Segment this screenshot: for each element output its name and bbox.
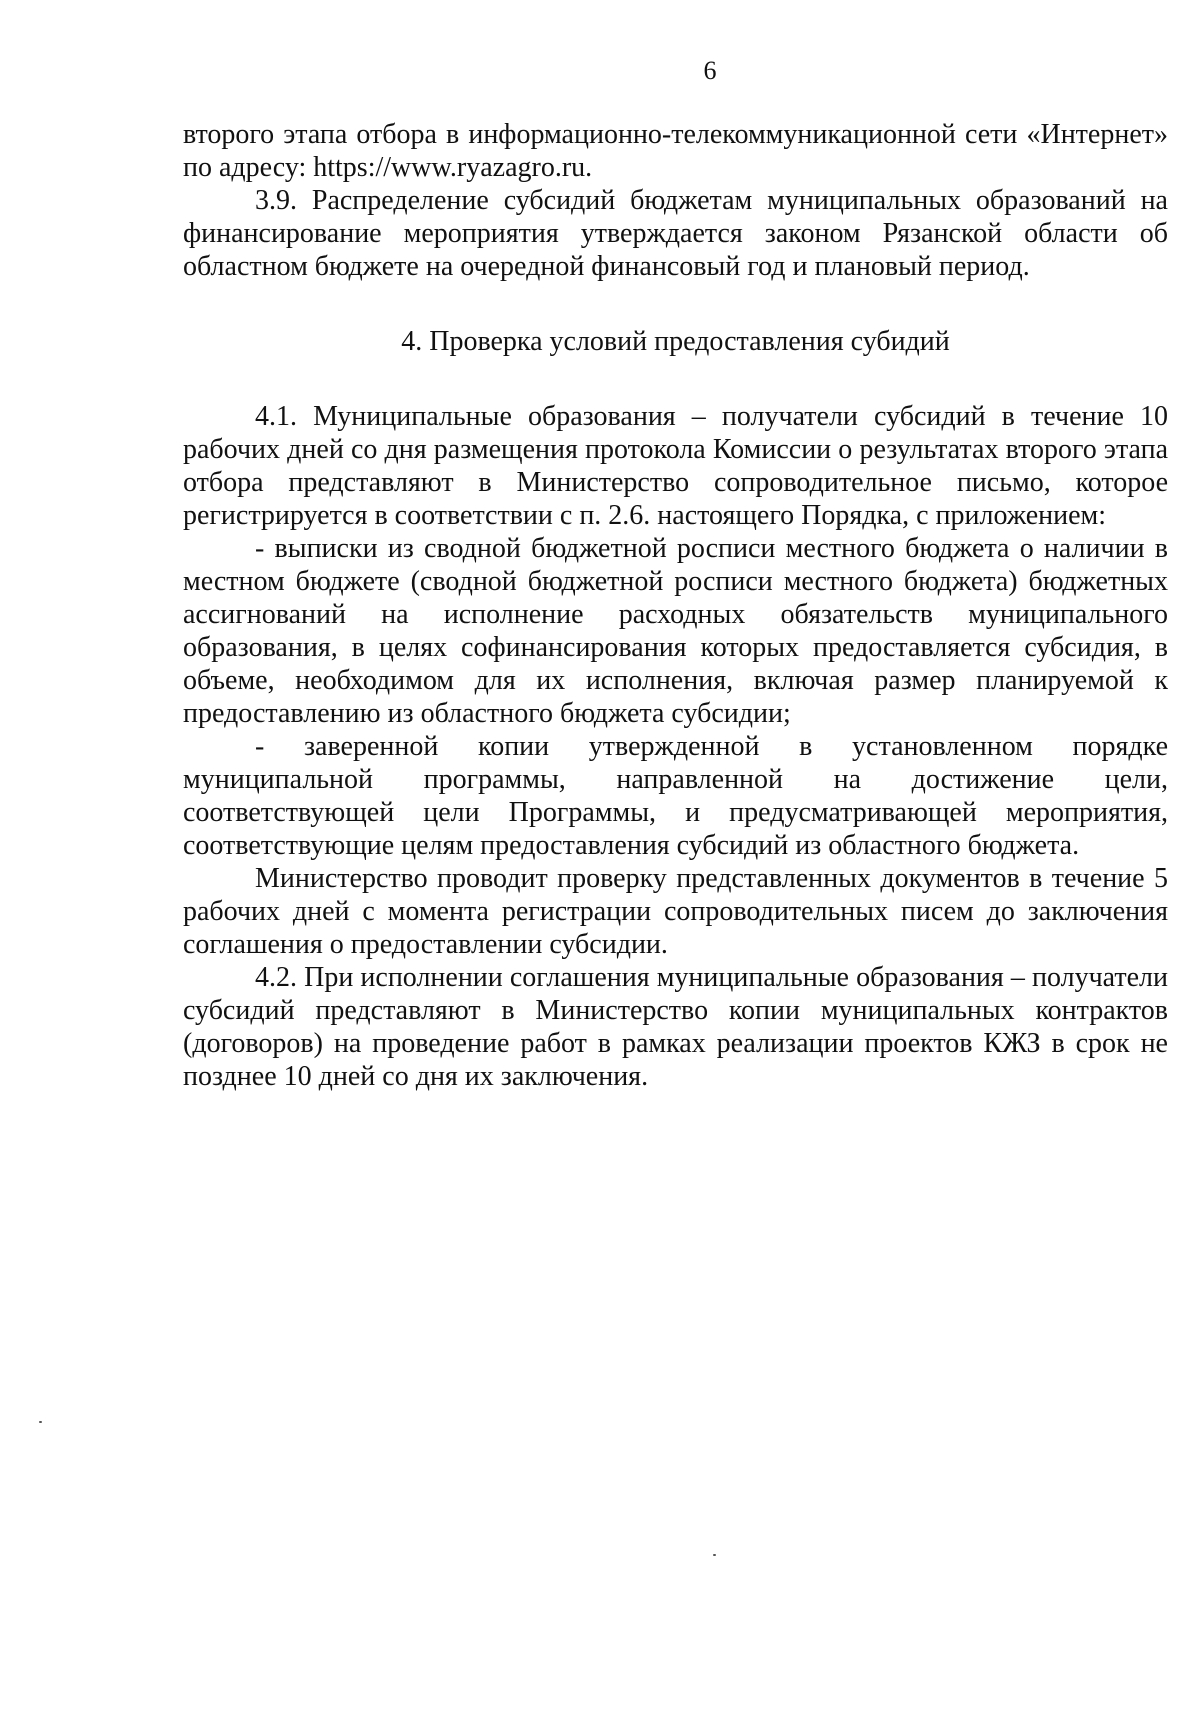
page-number: 6 xyxy=(703,56,717,85)
paragraph-continuation: второго этапа отбора в информационно-телекоммуникационной сети «Интернет» по адресу: https://www.ryazagro.ru. xyxy=(183,119,1168,183)
scan-speck xyxy=(713,1554,716,1556)
list-item-program-copy: - заверенной копии утвержденной в установленном порядке муниципальной программы, направленной на достижение цели, соответствующей цели Программы, и предусматривающей мероприятия, соответствующие целям предоставления субсидий из областного бюджета. xyxy=(183,731,1168,861)
list-item-budget-extract: - выписки из сводной бюджетной росписи местного бюджета о наличии в местном бюджете (сводной бюджетной росписи местного бюджета) бюджетных ассигнований на исполнение расходных обязательств муниципального образования, в целях софинансирования которых предоставляется субсидия, в объеме, необходимом для их исполнения, включая размер планируемой к предоставлению из областного бюджета субсидии; xyxy=(183,533,1168,729)
scan-speck xyxy=(39,1421,42,1423)
document-body xyxy=(183,118,1168,1093)
paragraph-ministry-check: Министерство проводит проверку представленных документов в течение 5 рабочих дней с момента регистрации сопроводительных писем до заключения соглашения о предоставлении субсидии. xyxy=(183,863,1168,960)
paragraph-4-1: 4.1. Муниципальные образования – получатели субсидий в течение 10 рабочих дней со дня размещения протокола Комиссии о результатах второго этапа отбора представляют в Министерство сопроводительное письмо, которое регистрируется в соответствии с п. 2.6. настоящего Порядка, с приложением: xyxy=(183,401,1168,531)
paragraph-3-9: 3.9. Распределение субсидий бюджетам муниципальных образований на финансирование мероприятия утверждается законом Рязанской области об областном бюджете на очередной финансовый год и плановый период. xyxy=(183,185,1168,282)
paragraph-4-2: 4.2. При исполнении соглашения муниципальные образования – получатели субсидий представляют в Министерство копии муниципальных контрактов (договоров) на проведение работ в рамках реализации проектов КЖЗ в срок не позднее 10 дней со дня их заключения. xyxy=(183,962,1168,1092)
section-heading: 4. Проверка условий предоставления субидий xyxy=(401,326,950,357)
